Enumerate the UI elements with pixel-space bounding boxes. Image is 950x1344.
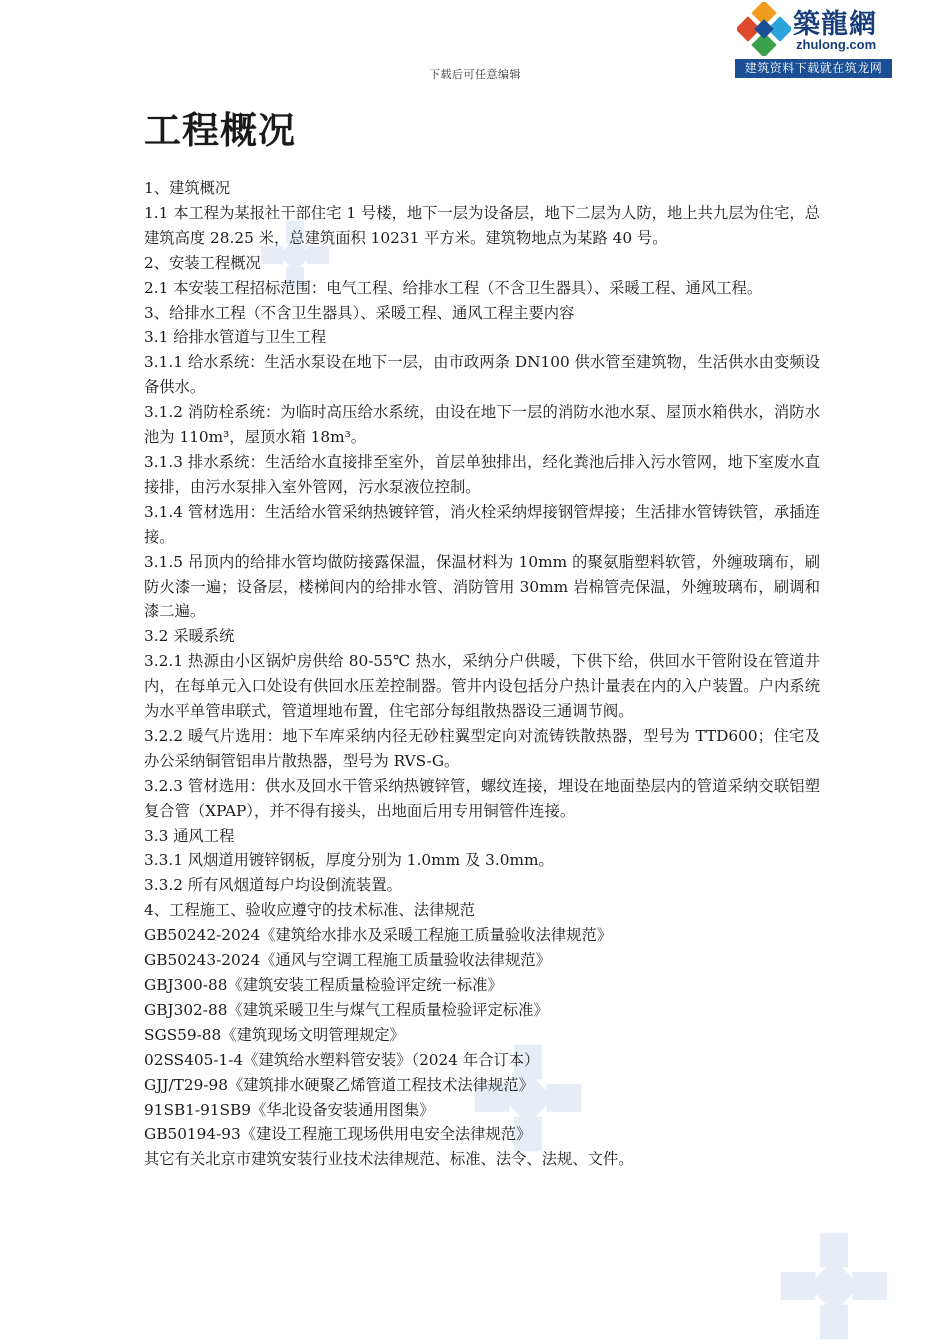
paragraph: 3.1.4 管材选用：生活给水管采纳热镀锌管，消火栓采纳焊接钢管焊接；生活排水管铸铁管，承插连接。 xyxy=(144,502,820,546)
logo-url: zhulong.com xyxy=(796,37,877,52)
paragraph: 3.1.5 吊顶内的给排水管均做防接露保温，保温材料为 10mm 的聚氨脂塑料软管，外缠玻璃布，刷防火漆一遍；设备层，楼梯间内的给排水管、消防管用 30mm 岩棉管壳保温，外缠玻璃布，刷调和漆二遍。 xyxy=(144,552,820,621)
zhulong-logo[interactable] xyxy=(735,0,892,78)
paragraph: 3.2.3 管材选用：供水及回水干管采纳热镀锌管，螺纹连接，埋设在地面垫层内的管道采纳交联铝塑复合管（XPAP），并不得有接头，出地面后用专用铜管件连接。 xyxy=(144,776,820,820)
page-header-note: 下载后可任意编辑 xyxy=(429,68,521,81)
standard-item: 91SB1-91SB9《华北设备安装通用图集》 xyxy=(144,1100,435,1119)
paragraph: 3.1.1 给水系统：生活水泵设在地下一层，由市政两条 DN100 供水管至建筑物，生活供水由变频设备供水。 xyxy=(144,353,820,397)
subsection-heading: 3.3 通风工程 xyxy=(144,826,235,845)
section-heading: 4、工程施工、验收应遵守的技术标准、法律规范 xyxy=(144,901,475,920)
standard-item: GB50242-2024《建筑给水排水及采暖工程施工质量验收法律规范》 xyxy=(144,926,613,945)
section-heading: 2、安装工程概况 xyxy=(144,253,261,272)
snowflake-logo-icon xyxy=(737,2,791,56)
standard-item: SGS59-88《建筑现场文明管理规定》 xyxy=(144,1025,405,1044)
paragraph: 3.2.1 热源由小区锅炉房供给 80-55℃ 热水，采纳分户供暖，下供下给，供回水干管附设在管道井内，在每单元入口处设有供回水压差控制器。管井内设包括分户热计量表在内的入户装置。户内系统为水平单管串联式，管道埋地布置，住宅部分每组散热器设三通调节阀。 xyxy=(144,652,820,721)
subsection-heading: 3.2 采暖系统 xyxy=(144,627,235,646)
standard-item: GBJ302-88《建筑采暖卫生与煤气工程质量检验评定标准》 xyxy=(144,1000,549,1019)
paragraph: 3.3.2 所有风烟道每户均设倒流装置。 xyxy=(144,876,402,895)
paragraph: 3.2.2 暖气片选用：地下车库采纳内径无砂柱翼型定向对流铸铁散热器，型号为 TTD600；住宅及办公采纳铜管铝串片散热器，型号为 RVS-G。 xyxy=(144,726,820,770)
section-heading: 1、建筑概况 xyxy=(144,179,231,197)
paragraph: 其它有关北京市建筑安装行业技术法律规范、标准、法令、法规、文件。 xyxy=(144,1150,634,1169)
subsection-heading: 3.1 给排水管道与卫生工程 xyxy=(144,328,327,347)
standard-item: GBJ300-88《建筑安装工程质量检验评定统一标准》 xyxy=(144,976,503,994)
paragraph: 3.1.3 排水系统：生活给水直接排至室外，首层单独排出，经化粪池后排入污水管网，地下室废水直接排，由污水泵排入室外管网，污水泵液位控制。 xyxy=(144,452,820,496)
standard-item: GB50243-2024《通风与空调工程施工质量验收法律规范》 xyxy=(144,951,551,970)
paragraph: 3.3.1 风烟道用镀锌钢板，厚度分别为 1.0mm 及 3.0mm。 xyxy=(144,851,554,870)
section-heading: 3、给排水工程（不含卫生器具）、采暖工程、通风工程主要内容 xyxy=(144,303,575,322)
standard-item: 02SS405-1-4《建筑给水塑料管安装》（2024 年合订本） xyxy=(144,1050,540,1069)
paragraph: 3.1.2 消防栓系统：为临时高压给水系统，由设在地下一层的消防水池水泵、屋顶水箱供水，消防水池为 110m³，屋顶水箱 18m³。 xyxy=(144,403,820,447)
document-body xyxy=(144,176,820,1172)
logo-slogan: 建筑资料下载就在筑龙网 xyxy=(735,59,892,78)
document-title: 工程概况 xyxy=(144,108,296,152)
watermark-snowflake-icon xyxy=(776,1228,892,1344)
standard-item: GJJ/T29-98《建筑排水硬聚乙烯管道工程技术法律规范》 xyxy=(144,1075,534,1094)
logo-top xyxy=(735,0,892,59)
logo-name: 築龍網 xyxy=(793,9,877,40)
paragraph: 1.1 本工程为某报社干部住宅 1 号楼，地下一层为设备层，地下二层为人防，地上共九层为住宅，总建筑高度 28.25 米，总建筑面积 10231 平方米。建筑物地点为某路 40 号。 xyxy=(144,203,820,247)
standard-item: GB50194-93《建设工程施工现场供用电安全法律规范》 xyxy=(144,1125,532,1144)
paragraph: 2.1 本安装工程招标范围：电气工程、给排水工程（不含卫生器具）、采暖工程、通风工程。 xyxy=(144,278,763,297)
